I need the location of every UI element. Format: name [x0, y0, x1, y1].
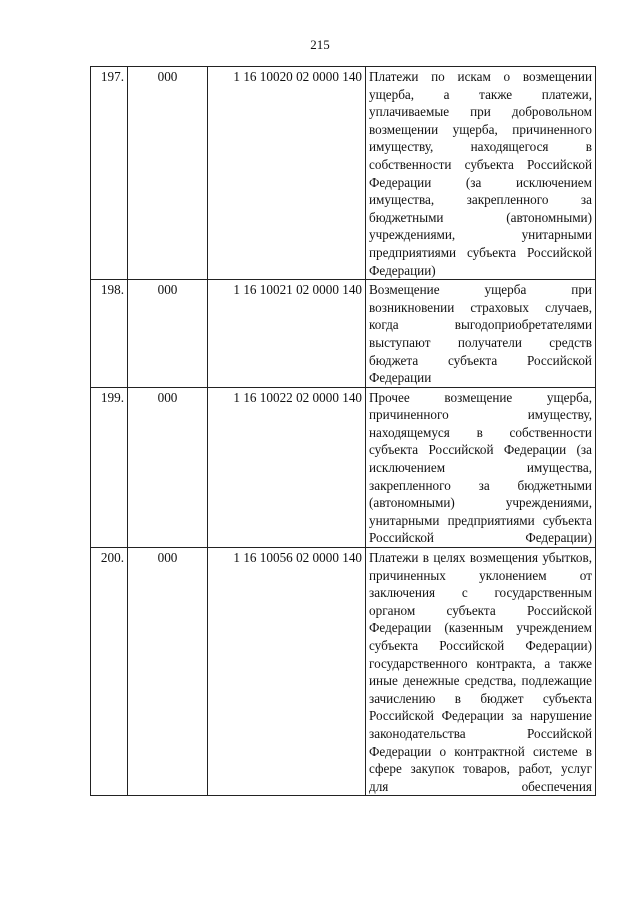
table-row: [91, 67, 596, 280]
table-row: [91, 387, 596, 547]
admin-code: 000: [128, 280, 208, 388]
table-row: [91, 280, 596, 388]
revenue-name: Платежи по искам о возмещении ущерба, а также платежи, уплачиваемые при добровольном возмещении ущерба, причиненного имуществу, находящегося в собственности субъекта Российской Федерации (за исключением имущества, закрепленного за бюджетными (автономными) учреждениями, унитарными предприятиями субъекта Российской Федерации): [366, 67, 596, 280]
row-number: 200.: [91, 548, 128, 796]
row-number: 198.: [91, 280, 128, 388]
revenue-name: Прочее возмещение ущерба, причиненного имуществу, находящемуся в собственности субъекта Российской Федерации (за исключением имущества, закрепленного за бюджетными (автономными) учреждениями, унитарными предприятиями субъекта Российской Федерации): [366, 387, 596, 547]
revenue-name: Платежи в целях возмещения убытков, причиненных уклонением от заключения с государственным органом субъекта Российской Федерации (казенным учреждением субъекта Российской Федерации) государственного контракта, а также иные денежные средства, подлежащие зачислению в бюджет субъекта Российской Федерации за нарушение законодательства Российской Федерации о контрактной системе в сфере закупок товаров, работ, услуг для обеспечения: [366, 548, 596, 796]
revenue-code: 1 16 10056 02 0000 140: [208, 548, 366, 796]
admin-code: 000: [128, 67, 208, 280]
revenue-code: 1 16 10021 02 0000 140: [208, 280, 366, 388]
budget-codes-table: [90, 66, 596, 796]
revenue-name: Возмещение ущерба при возникновении страховых случаев, когда выгодоприобретателями выступают получатели средств бюджета субъекта Российской Федерации: [366, 280, 596, 388]
revenue-code: 1 16 10020 02 0000 140: [208, 67, 366, 280]
row-number: 199.: [91, 387, 128, 547]
row-number: 197.: [91, 67, 128, 280]
revenue-code: 1 16 10022 02 0000 140: [208, 387, 366, 547]
admin-code: 000: [128, 548, 208, 796]
page-number: 215: [310, 37, 330, 52]
admin-code: 000: [128, 387, 208, 547]
table-row: [91, 548, 596, 796]
